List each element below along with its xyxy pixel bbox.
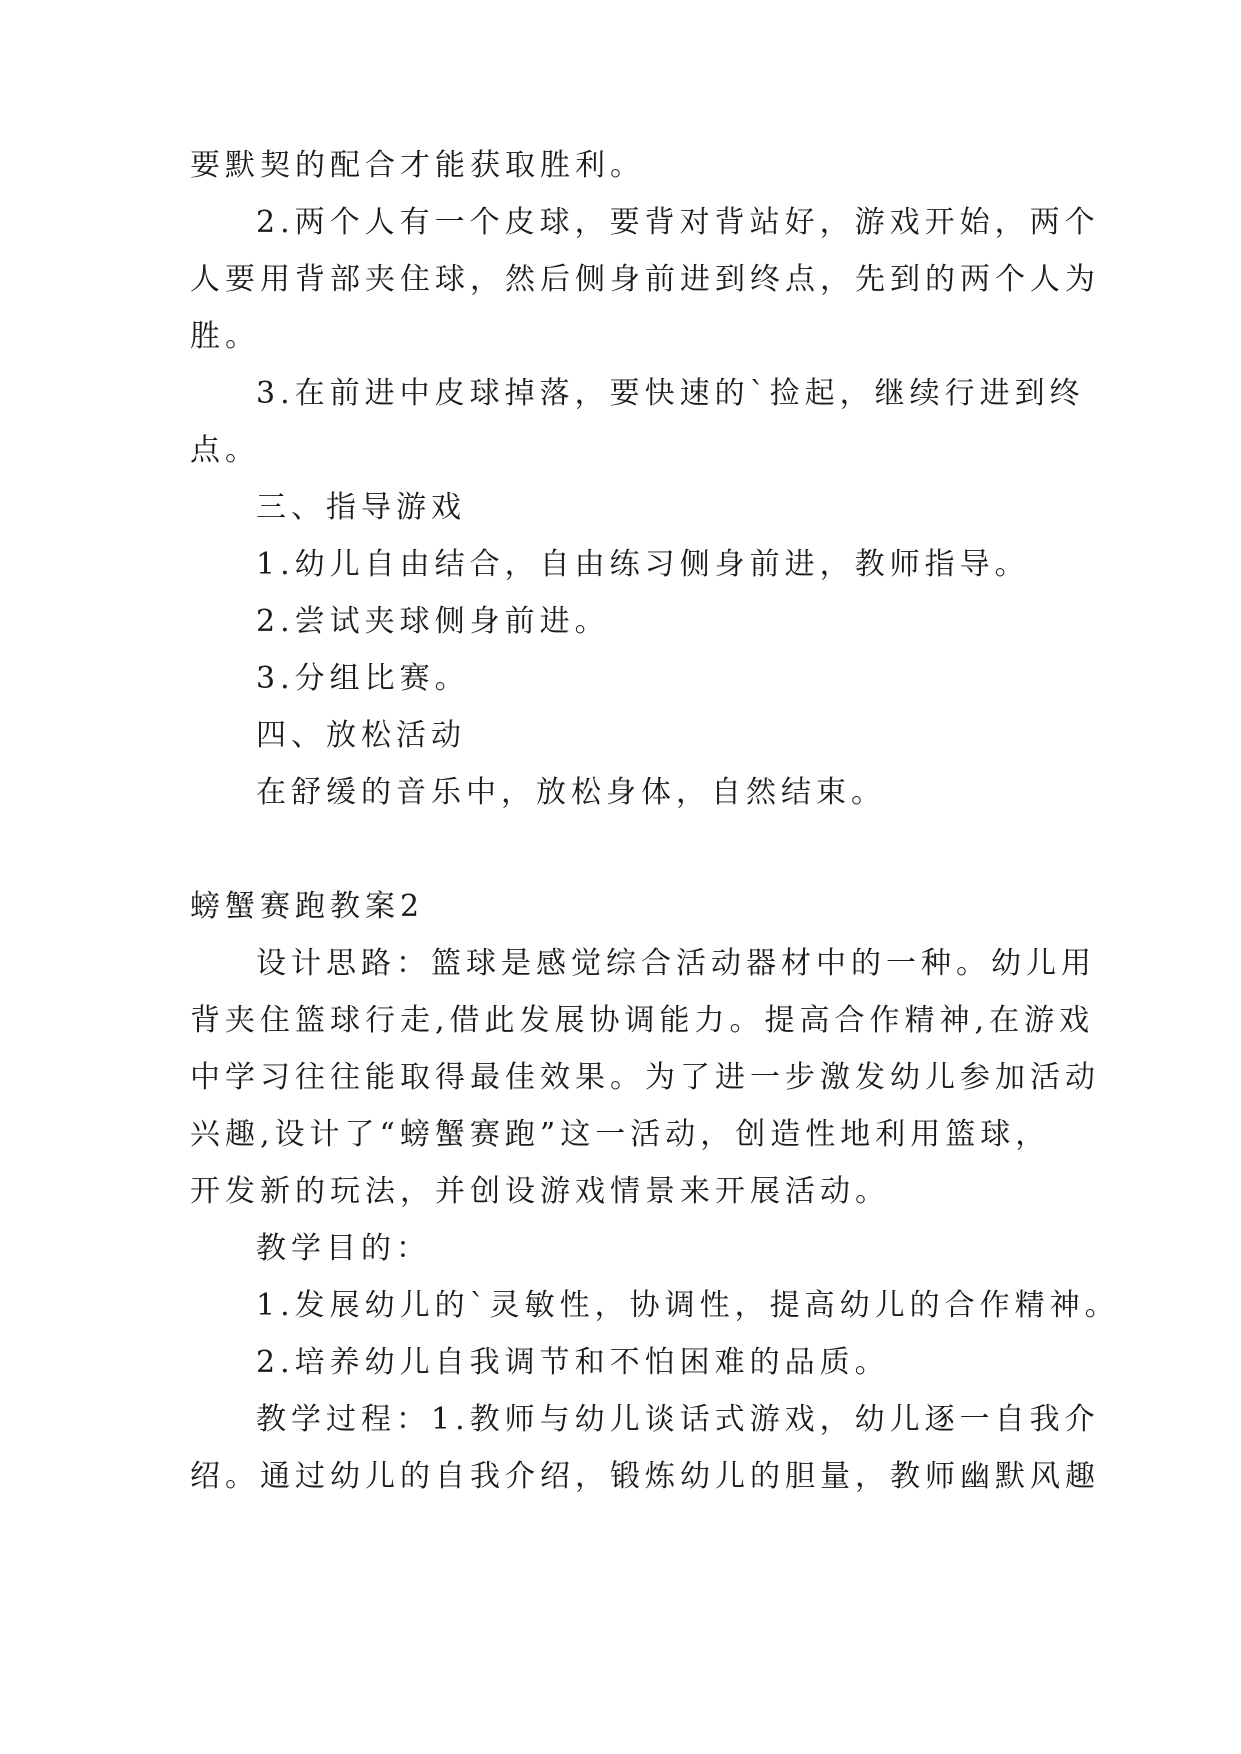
paragraph-line: 要默契的配合才能获取胜利。 [190,148,645,183]
paragraph-line: 兴趣,设计了“螃蟹赛跑”这一活动，创造性地利用篮球， [190,1117,1051,1152]
paragraph-line: 人要用背部夹住球，然后侧身前进到终点，先到的两个人为 [190,262,1100,297]
section-heading: 四、放松活动 [256,718,466,753]
paragraph-line: 绍。通过幼儿的自我介绍，锻炼幼儿的胆量，教师幽默风趣 [190,1459,1100,1494]
list-item: 2.培养幼儿自我调节和不怕困难的品质。 [256,1345,890,1380]
list-item: 2.尝试夹球侧身前进。 [256,604,610,639]
section-heading: 三、指导游戏 [256,490,466,525]
paragraph-line: 背夹住篮球行走,借此发展协调能力。提高合作精神,在游戏 [190,1003,1095,1038]
paragraph-line: 2.两个人有一个皮球，要背对背站好，游戏开始，两个 [256,205,1100,240]
list-item: 1.发展幼儿的`灵敏性，协调性，提高幼儿的合作精神。 [256,1288,1120,1323]
paragraph-line: 胜。 [190,319,260,354]
paragraph-line: 在舒缓的音乐中，放松身体，自然结束。 [256,775,886,810]
paragraph-line: 3.在前进中皮球掉落，要快速的`捡起，继续行进到终 [256,376,1085,411]
paragraph-line: 开发新的玩法，并创设游戏情景来开展活动。 [190,1174,890,1209]
list-item: 3.分组比赛。 [256,661,470,696]
paragraph-line: 教学过程：1.教师与幼儿谈话式游戏，幼儿逐一自我介 [256,1402,1100,1437]
paragraph-line: 点。 [190,433,260,468]
section-heading: 教学目的： [256,1231,431,1266]
list-item: 1.幼儿自由结合，自由练习侧身前进，教师指导。 [256,547,1030,582]
paragraph-line: 设计思路：篮球是感觉综合活动器材中的一种。幼儿用 [256,946,1096,981]
document-title: 螃蟹赛跑教案2 [190,889,425,924]
paragraph-line: 中学习往往能取得最佳效果。为了进一步激发幼儿参加活动 [190,1060,1100,1095]
